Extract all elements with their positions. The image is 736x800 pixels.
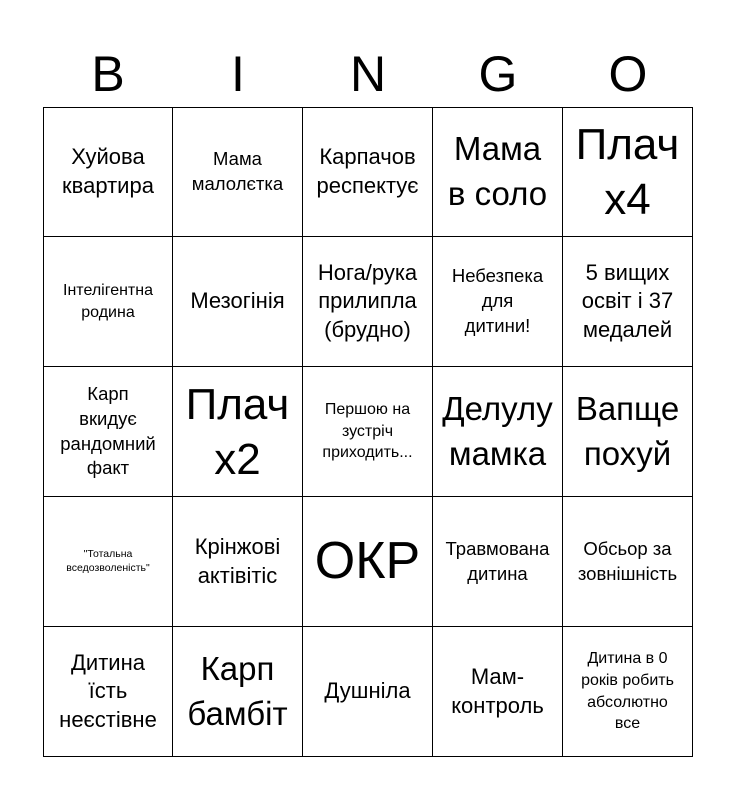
bingo-cell[interactable] [433,237,563,367]
cell-text: Мезогінія [190,288,285,314]
bingo-cell[interactable] [43,627,173,757]
cell-text: Мама в соло [447,130,548,212]
cell-text: Плач x2 [185,379,290,484]
bingo-cell[interactable] [303,627,433,757]
bingo-cell[interactable] [563,237,693,367]
cell-text: Дитина їсть неєстівне [59,649,157,732]
bingo-cell[interactable] [173,497,303,627]
cell-text: Делулу мамка [442,389,553,472]
bingo-cell[interactable] [43,237,173,367]
bingo-cell[interactable] [563,627,693,757]
header-letter-i: I [231,46,245,102]
bingo-cell[interactable] [173,237,303,367]
cell-text: Вапще похуй [575,389,680,472]
bingo-cell[interactable] [433,107,563,237]
cell-text: Небезпека для дитини! [451,265,544,336]
bingo-cell[interactable] [303,367,433,497]
bingo-cell[interactable] [303,107,433,237]
bingo-cell[interactable] [173,367,303,497]
bingo-cell[interactable] [303,237,433,367]
cell-text: Нога/рука прилипла (брудно) [317,259,418,342]
cell-text: Обсьор за зовнішність [577,537,678,584]
cell-text: Хуйова квартира [62,144,154,198]
cell-text: 5 вищих освіт і 37 медалей [581,259,674,342]
header-letter-b: B [91,46,125,102]
bingo-cell[interactable] [433,367,563,497]
header-letter-n: N [349,46,387,102]
bingo-cell[interactable] [173,107,303,237]
cell-text: Карп вкидує рандомний факт [60,382,156,479]
cell-text: Дитина в 0 років робить абсолютно все [581,650,674,733]
cell-text: Травмована дитина [445,537,550,584]
cell-text: Крінжові актівітіс [194,533,281,588]
cell-text: Першою на зустріч приходить... [322,401,413,462]
bingo-cell[interactable] [433,627,563,757]
cell-text: ОКР [314,531,421,590]
bingo-cell[interactable] [43,367,173,497]
bingo-cell[interactable] [173,627,303,757]
cell-text: Мам- контроль [451,663,544,718]
bingo-cell[interactable] [43,497,173,627]
bingo-header [43,40,693,108]
bingo-board [43,107,693,757]
bingo-cell[interactable] [43,107,173,237]
cell-text: Мама малолєтка [191,148,284,194]
cell-text: Карпачов респектує [316,144,419,198]
cell-text: Інтелігентна родина [63,281,153,321]
bingo-cell[interactable] [433,497,563,627]
cell-text: Душніла [324,678,411,704]
cell-text: "Тотальна вседозволеність" [66,547,150,574]
bingo-cell[interactable] [303,497,433,627]
header-letter-g: G [478,46,518,102]
bingo-cell[interactable] [563,367,693,497]
bingo-cell[interactable] [563,497,693,627]
cell-text: Плач x4 [575,120,680,224]
cell-text: Карп бамбіт [187,649,288,732]
bingo-cell[interactable] [563,107,693,237]
header-letter-o: O [608,46,648,102]
